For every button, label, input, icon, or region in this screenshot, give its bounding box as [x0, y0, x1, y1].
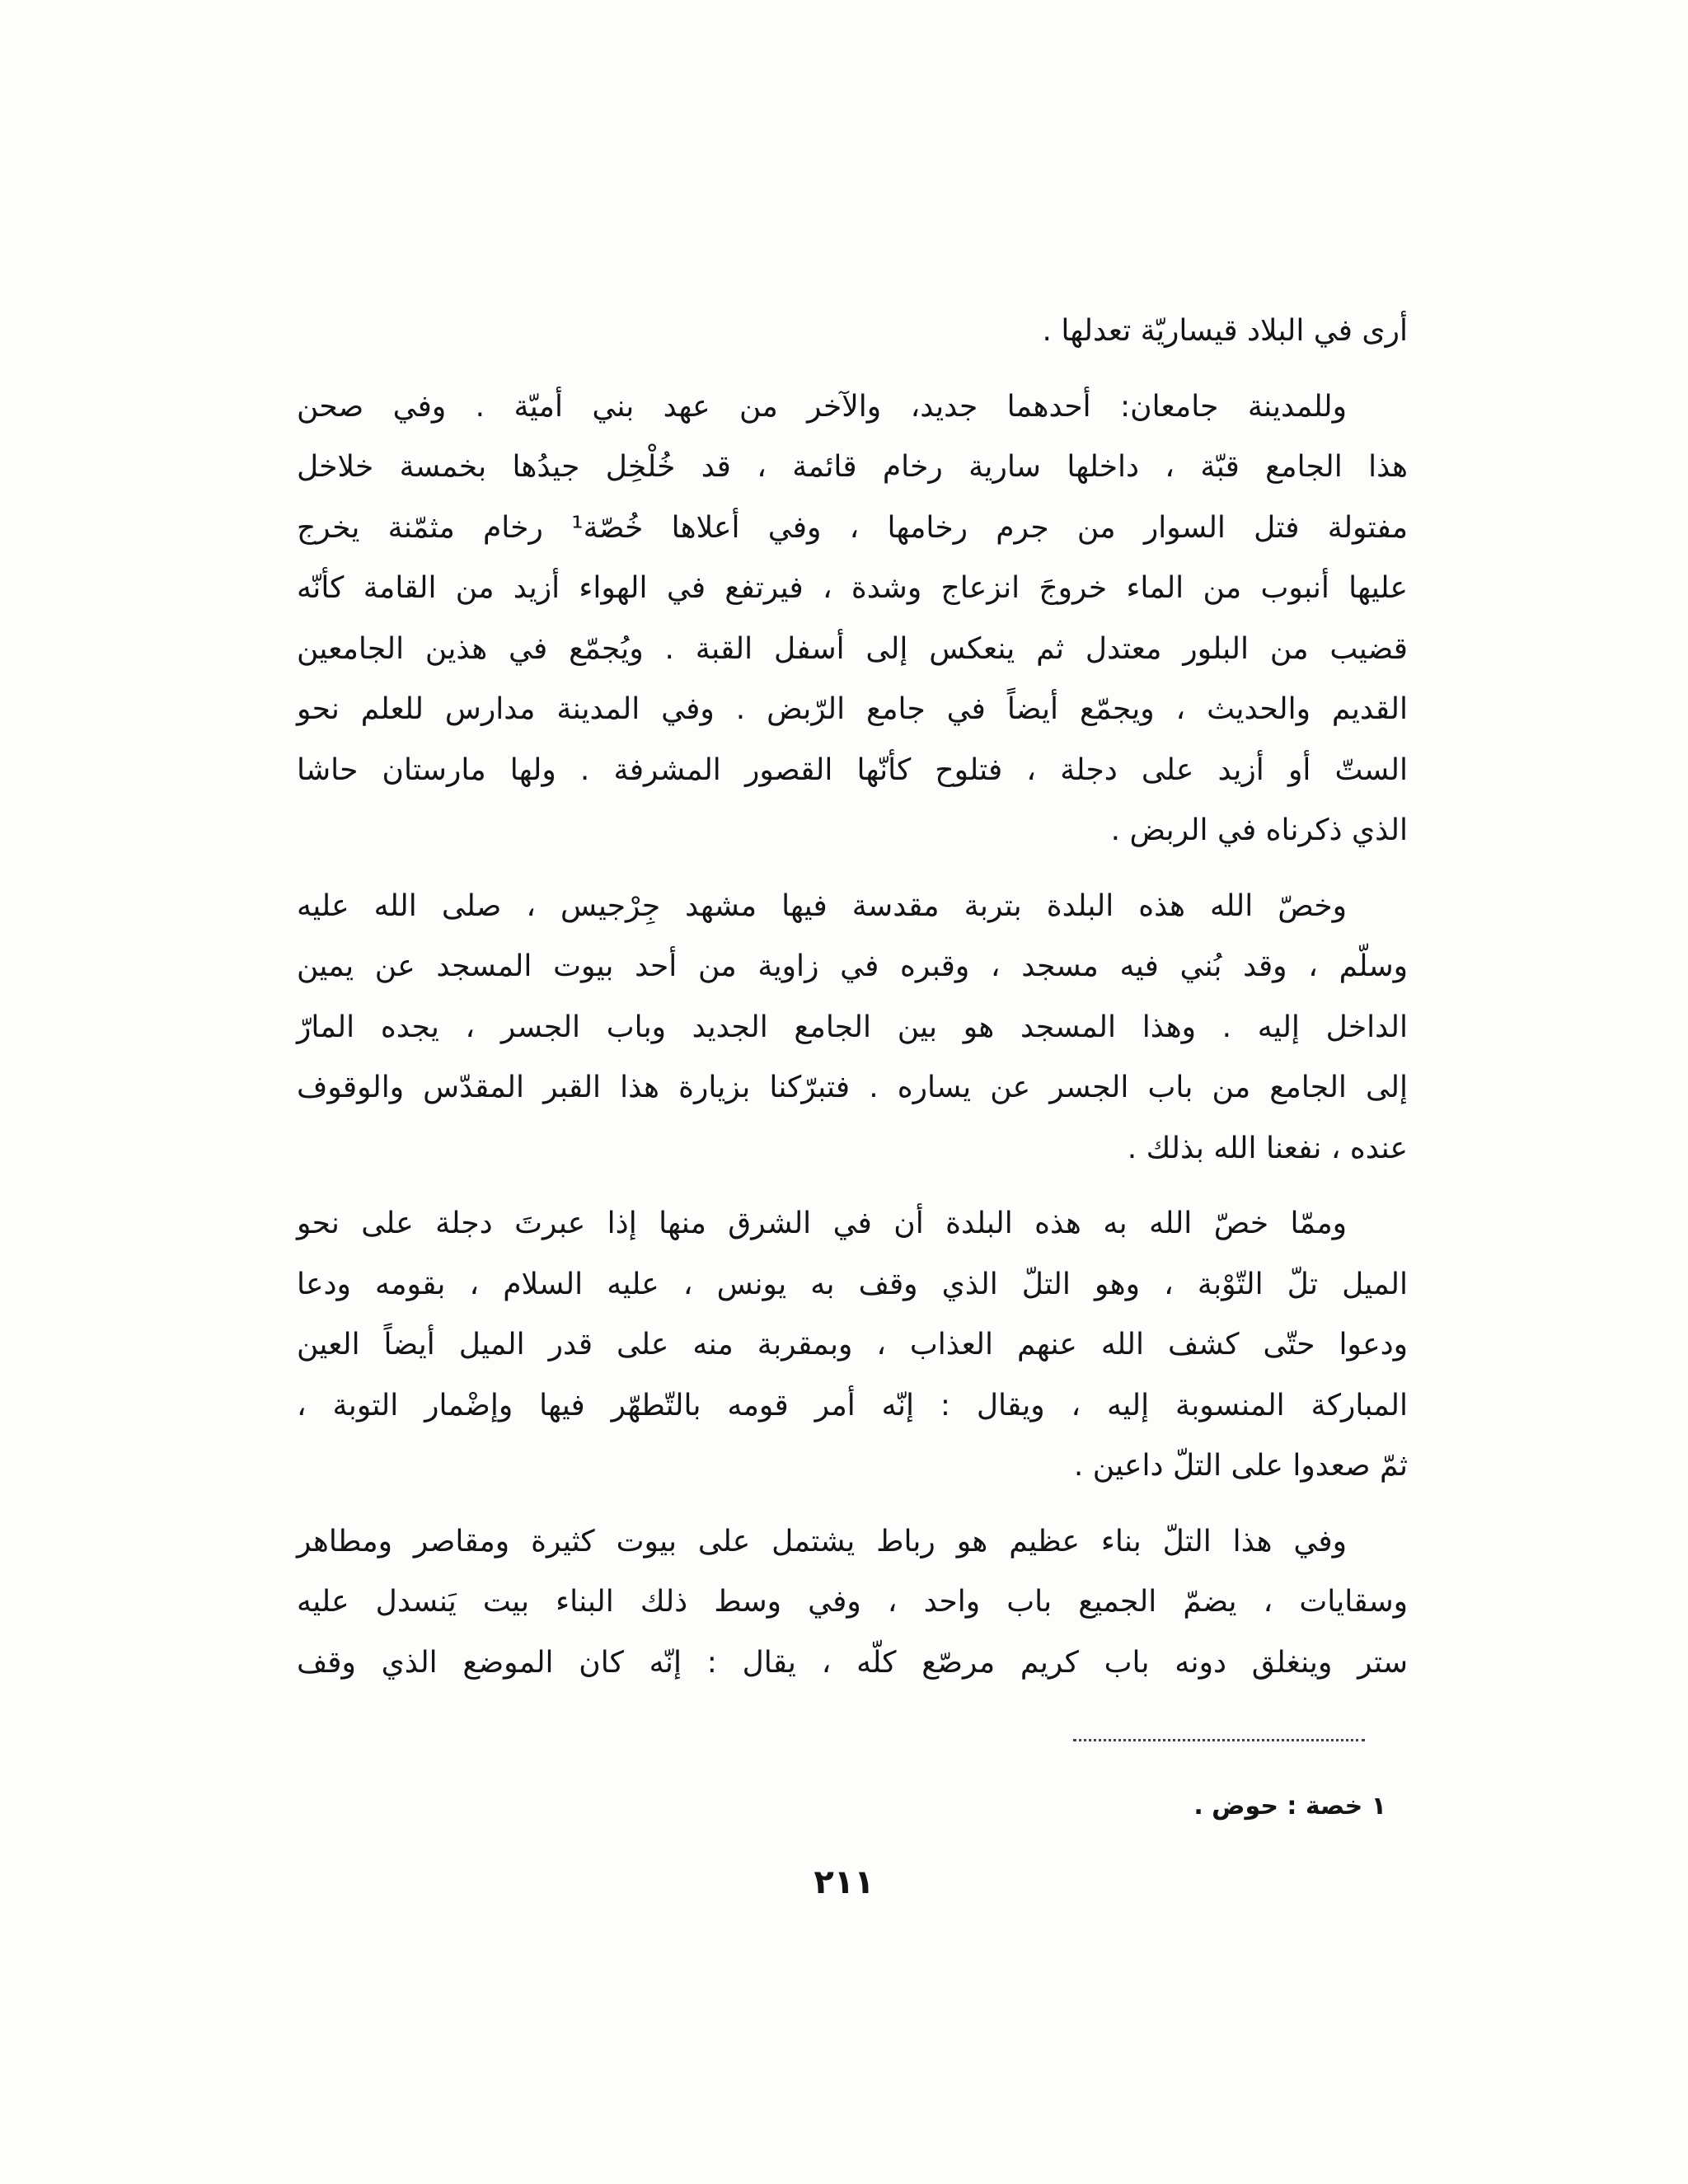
text-line: ستر وينغلق دونه باب كريم مرصّع كلّه ، يقال : إنّه كان الموضع الذي وقف — [297, 1645, 1408, 1680]
text-line: المباركة المنسوبة إليه ، ويقال : إنّه أمر قومه بالتّطهّر فيها وإضْمار التوبة ، — [297, 1388, 1408, 1422]
text-line: الذي ذكرناه في الربض . — [1110, 813, 1408, 847]
text-line: عليها أنبوب من الماء خروجَ انزعاج وشدة ، فيرتفع في الهواء أزيد من القامة كأنّه — [297, 571, 1408, 605]
text-line: وفي هذا التلّ بناء عظيم هو رباط يشتمل على بيوت كثيرة ومقاصر ومطاهر — [297, 1524, 1347, 1558]
paragraph — [297, 377, 1408, 861]
paragraph — [297, 301, 1408, 362]
text-line: عنده ، نفعنا الله بذلك . — [1127, 1131, 1408, 1165]
paragraph — [297, 1193, 1408, 1497]
text-line: وممّا خصّ الله به هذه البلدة أن في الشرق منها إذا عبرتَ دجلة على نحو — [297, 1207, 1347, 1240]
body-text — [297, 301, 1408, 1708]
text-line: ودعوا حتّى كشف الله عنهم العذاب ، وبمقربة منه على قدر الميل أيضاً العين — [297, 1328, 1408, 1361]
text-line: قضيب من البلور معتدل ثم ينعكس إلى أسفل القبة . ويُجمّع في هذين الجامعين — [297, 631, 1408, 666]
paragraph — [297, 1511, 1408, 1694]
text-line: إلى الجامع من باب الجسر عن يساره . فتبرّكنا بزيارة هذا القبر المقدّس والوقوف — [297, 1071, 1408, 1104]
text-line: القديم والحديث ، ويجمّع أيضاً في جامع الرّبض . وفي المدينة مدارس للعلم نحو — [297, 692, 1408, 726]
footnote-separator — [1073, 1739, 1365, 1741]
page-number: ٢١١ — [814, 1863, 874, 1901]
footnote: ١ خصة : حوض . — [1193, 1792, 1386, 1821]
text-line: وخصّ الله هذه البلدة بتربة مقدسة فيها مشهد جِرْجيس ، صلى الله عليه — [297, 888, 1347, 923]
text-line: الميل تلّ التّوْبة ، وهو التلّ الذي وقف به يونس ، عليه السلام ، بقومه ودعا — [297, 1267, 1408, 1301]
text-line: مفتولة فتل السوار من جرم رخامها ، وفي أعلاها خُصّة¹ رخام مثمّنة يخرج — [297, 510, 1408, 545]
text-line: وسلّم ، وقد بُني فيه مسجد ، وقبره في زاوية من أحد بيوت المسجد عن يمين — [297, 949, 1408, 983]
text-line: وسقايات ، يضمّ الجميع باب واحد ، وفي وسط ذلك البناء بيت يَنسدل عليه — [297, 1585, 1408, 1619]
text-line: وللمدينة جامعان: أحدهما جديد، والآخر من عهد بني أميّة . وفي صحن — [297, 389, 1347, 424]
paragraph — [297, 876, 1408, 1179]
text-line: أرى في البلاد قيساريّة تعدلها . — [1042, 314, 1408, 348]
text-line: الستّ أو أزيد على دجلة ، فتلوح كأنّها القصور المشرفة . ولها مارستان حاشا — [297, 752, 1408, 787]
text-line: هذا الجامع قبّة ، داخلها سارية رخام قائمة ، قد خُلْخِل جيدُها بخمسة خلاخل — [297, 450, 1408, 484]
text-line: ثمّ صعدوا على التلّ داعين . — [1073, 1449, 1408, 1483]
text-line: الداخل إليه . وهذا المسجد هو بين الجامع الجديد وباب الجسر ، يجده المارّ — [297, 1010, 1408, 1044]
